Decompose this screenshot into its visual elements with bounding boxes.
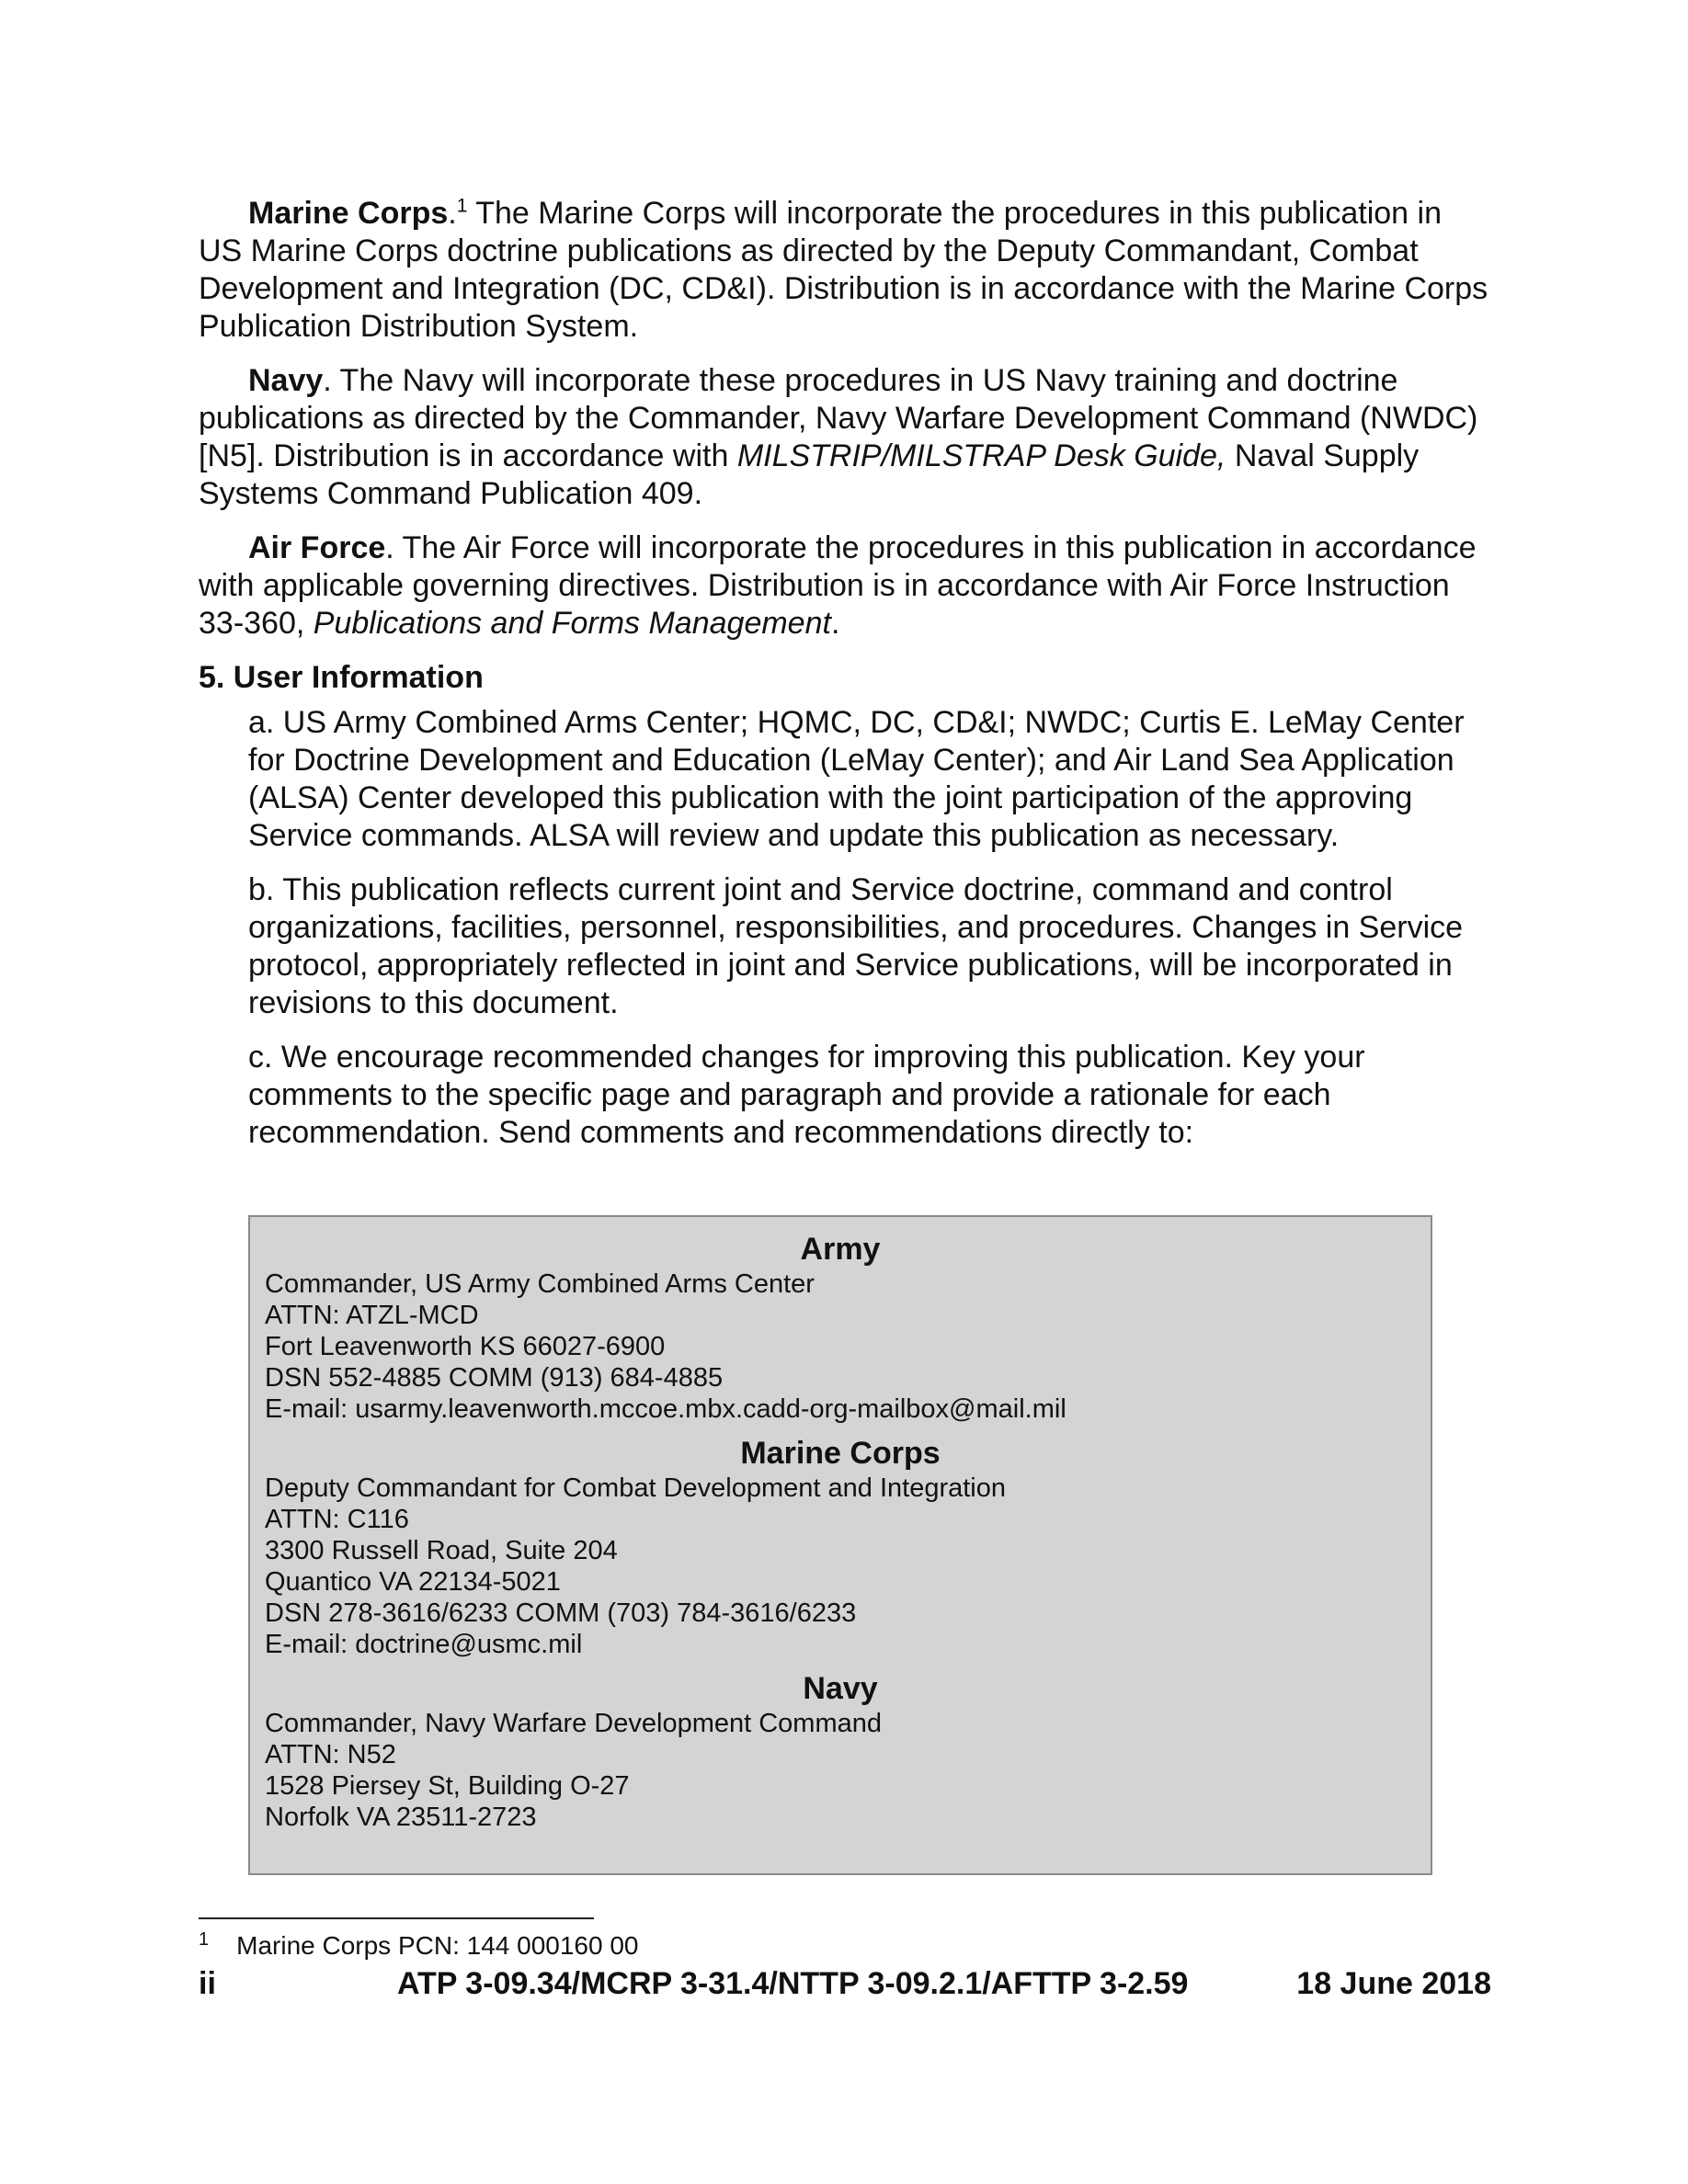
address-line: ATTN: ATZL-MCD [265, 1301, 479, 1330]
contact-title-army: Army [800, 1232, 881, 1267]
list-item-c: c. We encourage recommended changes for improving this publication. Key your comments to the specific page and paragraph and provide a rationale for each recommendation. Send comments and recommendations directly to: [248, 1040, 1365, 1150]
publication-id: ATP 3-09.34/MCRP 3-31.4/NTTP 3-09.2.1/AFTTP 3-2.59 [397, 1966, 1189, 2001]
page-number: ii [199, 1966, 216, 2001]
publication-title: Publications and Forms Management [313, 606, 831, 641]
address-line: Quantico VA 22134-5021 [265, 1567, 561, 1597]
address-line: Commander, Navy Warfare Development Command [265, 1709, 883, 1738]
publication-date: 18 June 2018 [1296, 1966, 1491, 2001]
list-item-a: a. US Army Combined Arms Center; HQMC, DC, CD&I; NWDC; Curtis E. LeMay Center for Doctrine Development and Education (LeMay Center); and Air Land Sea Application (ALSA) Center developed this publication with the joint participation of the approving Service commands. ALSA will review and update this publication as necessary. [248, 705, 1465, 853]
contact-address-marine-corps [265, 1473, 1416, 1660]
contact-address-navy [265, 1708, 1416, 1833]
contact-title-marine-corps: Marine Corps [740, 1436, 941, 1471]
address-line: ATTN: N52 [265, 1740, 396, 1769]
paragraph-lead: Marine Corps [248, 196, 449, 231]
footnote-reference: 1 [456, 195, 468, 217]
paragraph-marine-corps: Marine Corps.$^1$ The Marine Corps will incorporate the procedures in this publication in US Marine Corps doctrine publications as directed by the Deputy Commandant, Combat Development and Integration (DC, CD&I). Distribution is in accordance with the Marine Corps Publication Distribution System. [199, 195, 1488, 344]
email-line: E-mail: doctrine@usmc.mil [265, 1630, 583, 1659]
address-line: Fort Leavenworth KS 66027-6900 [265, 1332, 666, 1361]
address-line: Norfolk VA 23511-2723 [265, 1803, 537, 1832]
address-line: Commander, US Army Combined Arms Center [265, 1269, 815, 1299]
paragraph-text: . The Navy will incorporate these procedures in US Navy training and doctrine publications as directed by the Commander, Navy Warfare Development Command (NWDC) [N5]. Distribution is in accordance with [199, 363, 1478, 473]
paragraph-lead: Air Force [248, 530, 386, 565]
footnote-mark: 1 [199, 1928, 210, 1950]
document-body [199, 195, 1489, 1152]
address-line: 3300 Russell Road, Suite 204 [265, 1536, 618, 1565]
paragraph-air-force [199, 529, 1489, 643]
footnote-text: Marine Corps PCN: 144 000160 00 [236, 1931, 639, 1960]
footnote [199, 1930, 639, 1962]
contact-address-army [265, 1268, 1416, 1425]
paragraph-text: . [830, 606, 840, 641]
email-line: E-mail: usarmy.leavenworth.mccoe.mbx.cadd-org-mailbox@mail.mil [265, 1394, 1066, 1424]
address-line: ATTN: C116 [265, 1505, 409, 1534]
paragraph-text: Naval Supply Systems Command Publication 409. [199, 438, 1420, 511]
paragraph-text: The Marine Corps will incorporate the procedures in this publication in US Marine Corps doctrine publications as directed by the Deputy Commandant, Combat Development and Integration (DC, CD&I). Distribution is in accordance with the Marine Corps Publication Distribution System. [199, 196, 1488, 344]
contact-box [248, 1215, 1432, 1875]
section-heading: 5. User Information [199, 660, 484, 695]
paragraph-navy [199, 362, 1489, 513]
paragraph-text: . The Air Force will incorporate the procedures in this publication in accordance with applicable governing directives. Distribution is in accordance with Air Force Instruction 33-360, [199, 530, 1477, 641]
paragraph-lead: Navy [248, 363, 324, 398]
address-line: Deputy Commandant for Combat Development and Integration [265, 1473, 1006, 1503]
publication-title: MILSTRIP/MILSTRAP Desk Guide, [736, 438, 1226, 473]
address-line: DSN 278-3616/6233 COMM (703) 784-3616/6233 [265, 1598, 857, 1628]
address-line: 1528 Piersey St, Building O-27 [265, 1771, 630, 1801]
contact-title-navy: Navy [803, 1671, 878, 1706]
footnote-divider [199, 1917, 594, 1919]
address-line: DSN 552-4885 COMM (913) 684-4885 [265, 1363, 724, 1393]
list-item-b: b. This publication reflects current joint and Service doctrine, command and control organizations, facilities, personnel, responsibilities, and procedures. Changes in Service protocol, appropriately reflected in joint and Service publications, will be incorporated in revisions to this document. [248, 872, 1464, 1020]
